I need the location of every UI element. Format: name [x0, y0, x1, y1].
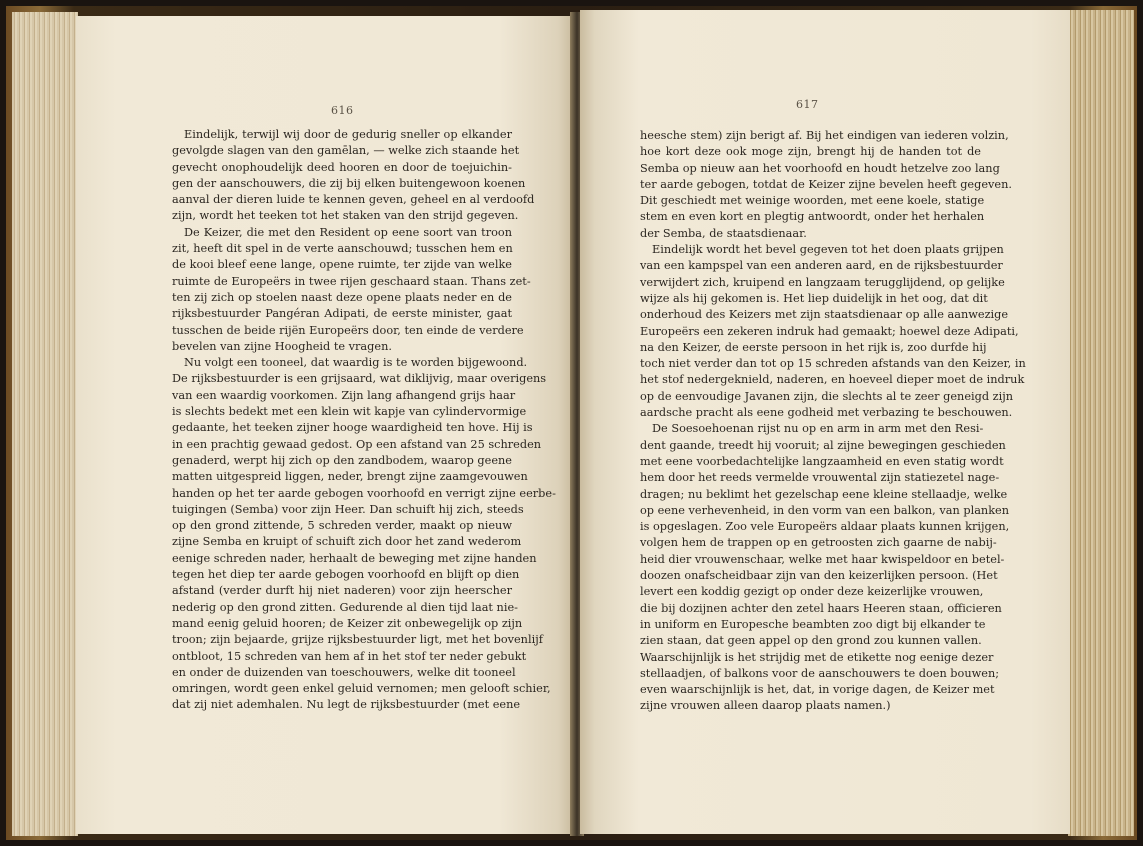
text-line: hem door het reeds vermelde vrouwental zijn statiezetel nage- [640, 471, 1000, 485]
text-line: gevecht onophoudelijk deed hooren en door de toejuichin- [172, 160, 512, 174]
text-line: De Keizer, die met den Resident op eene soort van troon [184, 225, 512, 239]
text-line: ter aarde gebogen, totdat de Keizer zijne bevelen heeft gegeven. [640, 177, 1012, 191]
text-line: stem en even kort en plegtig antwoordt, onder het herhalen [640, 210, 985, 224]
text-line: Nu volgt een tooneel, dat waardig is te worden bijgewoond. [184, 356, 528, 370]
text-line: gedaante, het teeken zijner hooge waardigheid ten hove. Hij is [172, 421, 533, 435]
text-line: heid dier vrouwenschaar, welke met haar kwispeldoor en betel- [640, 552, 1005, 566]
text-line: bevelen van zijne Hoogheid te vragen. [172, 339, 392, 353]
text-line: toch niet verder dan tot op 15 schreden afstands van den Keizer, in [640, 357, 1026, 371]
right-page-number: 617 [796, 98, 819, 111]
text-line: volgen hem de trappen op en getroosten zich gaarne de nabij- [640, 536, 997, 550]
text-line: wijze als hij gekomen is. Het liep duidelijk in het oog, dat dit [640, 291, 988, 305]
text-line: hoe kort deze ook moge zijn, brengt hij de handen tot de [640, 145, 981, 159]
text-line: levert een koddig gezigt op onder deze keizerlijke vrouwen, [640, 585, 984, 599]
text-line: op de eenvoudige Javanen zijn, die slechts al te zeer geneigd zijn [640, 389, 1014, 403]
text-line: dat zij niet ademhalen. Nu legt de rijksbestuurder (met eene [172, 698, 521, 712]
text-line: met eene voorbedachtelijke langzaamheid en even statig wordt [640, 454, 1004, 468]
text-line: der Semba, de staatsdienaar. [640, 226, 807, 240]
text-line: in een prachtig gewaad gedost. Op een afstand van 25 schreden [172, 437, 542, 451]
text-line: tegen het diep ter aarde gebogen voorhoofd en blijft op dien [172, 568, 520, 582]
right-page-edges [1068, 10, 1134, 836]
text-line: tuigingen (Semba) voor zijn Heer. Dan schuift hij zich, steeds [172, 502, 524, 516]
text-line: gevolgde slagen van den gamēlan, — welke zich staande het [172, 144, 520, 158]
text-line: matten uitgespreid liggen, neder, brengt zijne zaamgevouwen [172, 470, 528, 484]
text-line: het stof nedergeknield, naderen, en hoeveel dieper moet de indruk [640, 373, 1025, 387]
text-line: ontbloot, 15 schreden van hem af in het stof ter neder gebukt [172, 649, 527, 663]
text-line: genaderd, werpt hij zich op den zandbodem, waarop geene [172, 453, 512, 467]
text-line: Europeërs een zekeren indruk had gemaakt; hoewel deze Adipati, [640, 324, 1019, 338]
text-line: De rijksbestuurder is een grijsaard, wat diklijvig, maar overigens [172, 372, 547, 386]
text-line: verwijdert zich, kruipend en langzaam terugglijdend, op gelijke [640, 275, 1005, 289]
text-line: is opgeslagen. Zoo vele Europeërs aldaar plaats kunnen krijgen, [640, 520, 1010, 534]
text-line: even waarschijnlijk is het, dat, in vorige dagen, de Keizer met [640, 683, 995, 697]
text-line: zit, heeft dit spel in de verte aanschouwd; tusschen hem en [172, 242, 513, 256]
text-line: troon; zijn bejaarde, grijze rijksbestuurder ligt, met het bovenlijf [172, 633, 543, 647]
text-line: dent gaande, treedt hij vooruit; al zijne bewegingen geschieden [640, 438, 1006, 452]
text-line: op den grond zittende, 5 schreden verder, maakt op nieuw [172, 519, 512, 533]
text-line: onderhoud des Keizers met zijn staatsdienaar op alle aanwezige [640, 308, 1009, 322]
text-line: doozen onafscheidbaar zijn van den keizerlijken persoon. (Het [640, 569, 998, 583]
text-line: na den Keizer, de eerste persoon in het rijk is, zoo durfde hij [640, 340, 987, 354]
left-page-number: 616 [331, 104, 354, 117]
left-page [76, 16, 573, 834]
left-page-edges [12, 12, 78, 836]
text-line: mand eenig geluid hooren; de Keizer zit onbewegelijk op zijn [172, 616, 523, 630]
left-page-text [172, 127, 556, 714]
text-line: zijne Semba en kruipt of schuift zich door het zand wederom [172, 535, 522, 549]
text-line: aardsche pracht als eene godheid met verbazing te beschouwen. [640, 406, 1013, 420]
text-line: en onder de duizenden van toeschouwers, welke dit tooneel [172, 665, 516, 679]
text-line: Eindelijk wordt het bevel gegeven tot het doen plaats grijpen [652, 243, 1004, 257]
text-line: eenige schreden nader, herhaalt de beweging met zijne handen [172, 551, 537, 565]
text-line: afstand (verder durft hij niet naderen) voor zijn heerscher [172, 584, 512, 598]
text-line: Semba op nieuw aan het voorhoofd en houdt hetzelve zoo lang [640, 161, 1000, 175]
text-line: Waarschijnlijk is het strijdig met de etikette nog eenige dezer [640, 650, 994, 664]
text-line: zien staan, dat geen appel op den grond zou kunnen vallen. [640, 634, 982, 648]
text-line: ruimte de Europeërs in twee rijen geschaard staan. Thans zet- [172, 274, 531, 288]
text-line: in uniform en Europesche beambten zoo digt bij elkander te [640, 617, 986, 631]
text-line: tusschen de beide rijën Europeërs door, ten einde de verdere [172, 323, 524, 337]
text-line: ten zij zich op stoelen naast deze opene plaats neder en de [172, 290, 512, 304]
text-line: aanval der dieren luide te kennen geven, geheel en al verdoofd [172, 193, 535, 207]
text-line: van een kampspel van een anderen aard, en de rijksbestuurder [640, 259, 1003, 273]
text-line: op eene verhevenheid, in den vorm van een balkon, van planken [640, 503, 1010, 517]
text-line: Eindelijk, terwijl wij door de gedurig sneller op elkander [184, 128, 512, 141]
right-page [580, 10, 1070, 834]
right-page-text [640, 128, 1026, 715]
text-line: nederig op den grond zitten. Gedurende al dien tijd laat nie- [172, 600, 518, 614]
text-line: Dit geschiedt met weinige woorden, met eene koele, statige [640, 194, 985, 208]
text-line: stellaadjen, of balkons voor de aanschouwers te doen bouwen; [640, 666, 1000, 680]
text-line: handen op het ter aarde gebogen voorhoofd en verrigt zijne eerbe- [172, 486, 556, 500]
text-line: van een waardig voorkomen. Zijn lang afhangend grijs haar [172, 388, 516, 402]
text-line: De Soesoehoenan rijst nu op en arm in arm met den Resi- [652, 422, 984, 436]
text-line: is slechts bedekt met een klein wit kapje van cylindervormige [172, 405, 527, 419]
text-line: rijksbestuurder Pangéran Adipati, de eerste minister, gaat [172, 307, 512, 321]
text-line: dragen; nu beklimt het gezelschap eene kleine stellaadje, welke [640, 487, 1008, 501]
text-line: omringen, wordt geen enkel geluid vernomen; men gelooft schier, [172, 682, 551, 696]
text-line: zijne vrouwen alleen daarop plaats namen.) [640, 699, 891, 713]
text-line: gen der aanschouwers, die zij bij elken buitengewoon koenen [172, 176, 526, 190]
text-line: zijn, wordt het teeken tot het staken van den strijd gegeven. [172, 209, 519, 223]
text-line: die bij dozijnen achter den zetel haars Heeren staan, officieren [640, 601, 1002, 615]
text-line: heesche stem) zijn berigt af. Bij het eindigen van iederen volzin, [640, 129, 1009, 142]
text-line: de kooi bleef eene lange, opene ruimte, ter zijde van welke [172, 258, 512, 272]
